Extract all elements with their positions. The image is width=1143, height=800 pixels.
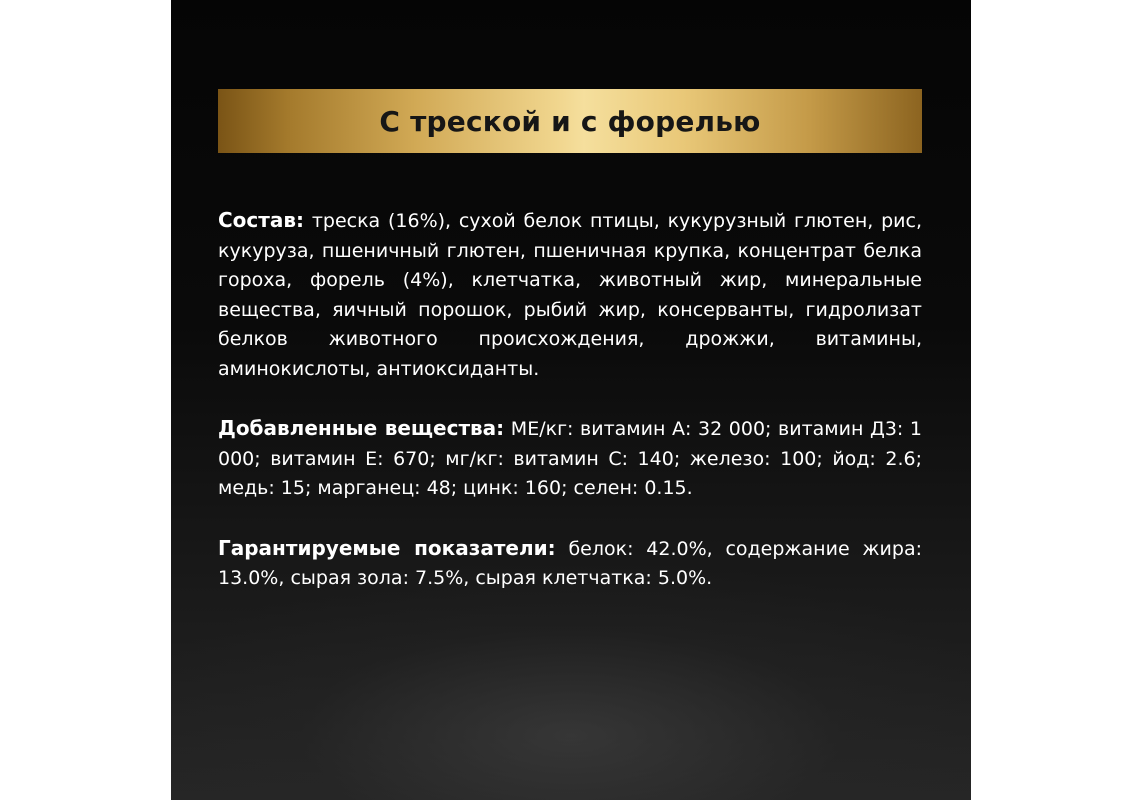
composition-paragraph <box>218 206 922 384</box>
guaranteed-label: Гарантируемые показатели: <box>218 535 556 560</box>
banner-title: С треской и с форелью <box>379 104 761 138</box>
guaranteed-paragraph <box>218 534 922 594</box>
guaranteed-text: белок: 42.0%, содержание жира: 13.0%, сырая зола: 7.5%, сырая клетчатка: 5.0%. <box>218 537 922 589</box>
product-info-panel <box>171 0 971 800</box>
additives-paragraph <box>218 414 922 504</box>
additives-label: Добавленные вещества: <box>218 416 505 440</box>
composition-text: треска (16%), сухой белок птицы, кукурузный глютен, рис, кукуруза, пшеничный глютен, пшеничная крупка, концентрат белка гороха, форель (4%), клетчатка, животный жир, минеральные вещества, яичный порошок, рыбий жир, консерванты, гидролизат белков животного происхождения, дрожжи, витамины, аминокислоты, антиоксиданты. <box>218 210 923 380</box>
additives-text: МЕ/кг: витамин А: 32 000; витамин Д3: 1 000; витамин Е: 670; мг/кг: витамин С: 140; железо: 100; йод: 2.6; медь: 15; марганец: 48; цинк: 160; селен: 0.15. <box>218 418 923 499</box>
title-banner <box>218 89 922 153</box>
content-block <box>218 206 922 624</box>
composition-label: Состав: <box>218 208 305 232</box>
